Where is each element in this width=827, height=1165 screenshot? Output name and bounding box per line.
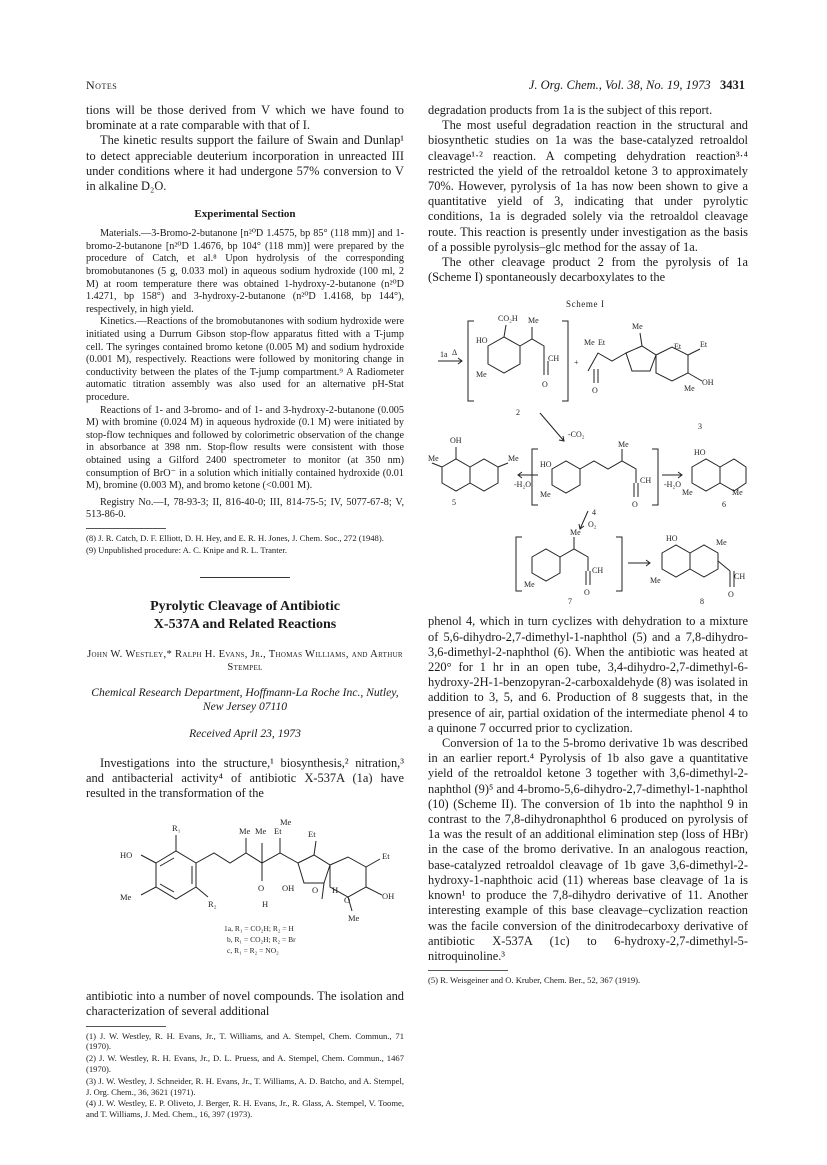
scheme-label-me: Me xyxy=(524,580,535,590)
scheme-title: Scheme I xyxy=(566,299,605,310)
scheme-label-me: Me xyxy=(682,488,693,498)
struct-label-h: H xyxy=(262,899,269,910)
scheme-label-ho: HO xyxy=(666,534,678,544)
structure-1-figure xyxy=(86,803,404,983)
received-date: Received April 23, 1973 xyxy=(189,727,301,741)
scheme-label-o2: O₂ xyxy=(588,520,597,530)
struct-label-et: Et xyxy=(308,829,316,840)
scheme-label-6: 6 xyxy=(722,500,726,510)
struct-label-me: Me xyxy=(348,913,360,924)
scheme-label-me: Me xyxy=(732,488,743,498)
scheme-label-co2: -CO₂ xyxy=(568,430,585,440)
struct-label-o: O xyxy=(258,883,265,894)
scheme-label-me: Me xyxy=(584,338,595,348)
scheme-label-delta: Δ xyxy=(452,348,458,358)
struct-label-o: O xyxy=(344,895,351,906)
struct-label-et: Et xyxy=(382,851,390,862)
scheme-label-me: Me xyxy=(476,370,487,380)
scheme-label-ho: HO xyxy=(540,460,552,470)
struct-label-oh: OH xyxy=(382,891,395,902)
scheme-label-me: Me xyxy=(428,454,439,464)
scheme-label-et: Et xyxy=(700,340,708,350)
scheme-label-me: Me xyxy=(618,440,629,450)
struct-legend-b: b, R₁ = CO₂H; R₂ = Br xyxy=(227,935,296,945)
scheme-label-3: 3 xyxy=(698,422,702,432)
scheme-label-2: 2 xyxy=(516,408,520,418)
scheme-label-4: 4 xyxy=(592,508,596,518)
struct-label-me: Me xyxy=(255,826,267,837)
scheme-label-ch: CH xyxy=(548,354,560,364)
scheme-1-drawing xyxy=(428,291,748,606)
struct-label-r2: R₂ xyxy=(208,899,217,910)
scheme-label-oh: OH xyxy=(702,378,714,388)
scheme-1-figure xyxy=(428,291,748,606)
paragraph: antibiotic into a number of novel compounds. The isolation and characterization of several additional xyxy=(86,989,404,1019)
scheme-label-5: 5 xyxy=(452,498,456,508)
scheme-label-h2o: -H₂O xyxy=(664,480,682,490)
scheme-label-oh: OH xyxy=(450,436,462,446)
footnote-divider xyxy=(86,1026,166,1027)
footnote-divider xyxy=(86,528,166,529)
scheme-label-co2h: CO₂H xyxy=(498,314,518,324)
scheme-label-me: Me xyxy=(570,528,581,538)
experimental-reactions: Reactions of 1- and 3-bromo- and of 1- and 3-hydroxy-2-butanone (0.005 M) with bromine (0.024 M) in aqueous hydroxide (0.1 M) were initiated by stop-flow techniques and followed by colorimetric observation of the change in absorbance at 398 nm. Stop-flow results were consistent with those obtained using a Gilford 2400 spectrometer to monitor (at 350 nm) consumption of BrO⁻ in a solution which initially contained hydroxide (0.01 M), bromine (0.003 M), and bromo ketone (<0.001 M). xyxy=(86,404,404,492)
struct-label-h: H xyxy=(332,885,339,896)
paragraph: phenol 4, which in turn cyclizes with dehydration to a mixture of 5,6-dihydro-2,7-dimethyl-1-naphthol (5) and a 7,8-dihydro-3,6-dimethyl-2-naphthol (6). When the antibiotic was heated at 220° for 1 hr in an open tube, 3,4-dihydro-2,7-dimethyl-6-hydroxy-2H-1-benzopyran-2-carboxaldehyde (8) was isolated in addition to 3, 5, and 6. Production of 8 suggests that, in the presence of air, partial oxidation of the intermediate phenol 4 to a quinone 7 occurred prior to cyclization. xyxy=(428,614,748,735)
footnote: (5) R. Weisgeiner and O. Kruber, Chem. Ber., 52, 367 (1919). xyxy=(428,975,641,986)
paragraph: Conversion of 1a to the 5-bromo derivative 1b was described in an earlier report.⁴ Pyrolysis of 1b also gave a quantitative yield of the retroaldol ketone 3 together with 3,6-dimethyl-2-naphthol (9)⁵ and 4-bromo-5,6-dihydro-2,7-dimethyl-1-naphthol (10) (Scheme II). The conversion of 1b into the naphthol 9 in contrast to the 7,8-dihydronaphthol 6 produced on pyrolysis of 1a was the result of an additional elimination step (loss of HBr) in the case of the bromo derivative. In an analogous reaction, base-catalyzed retroaldol cleavage of 1b gave 3,6-dimethyl-2-hydroxy-1-naphthoic acid (11) whereas base cleavage of 1a is known¹ to produce the 7,8-dihydro derivative of 11. Another interesting example of this base cleavage–cyclization reaction was the facile conversion of the dinitrodecarboxy derivative of antibiotic X-537A (1c) to 6-hydroxy-2,7-dimethyl-5-nitroquinoline.³ xyxy=(428,736,748,963)
footnote: (8) J. R. Catch, D. F. Elliott, D. H. Hey, and E. R. H. Jones, J. Chem. Soc., 272 (1948). xyxy=(86,532,384,543)
page-number: 3431 xyxy=(720,78,745,92)
footnote: (2) J. W. Westley, R. H. Evans, Jr., D. L. Pruess, and A. Stempel, Chem. Commun., 1467 (1970). xyxy=(86,1053,404,1075)
scheme-label-1a: 1a xyxy=(440,350,448,360)
scheme-label-me: Me xyxy=(528,316,539,326)
scheme-label-7: 7 xyxy=(568,597,572,607)
running-head-journal xyxy=(529,78,745,93)
scheme-label-o: O xyxy=(632,500,638,510)
paragraph: tions will be those derived from V which we have found to brominate at a rate comparable with that of I. xyxy=(86,103,404,133)
registry-numbers: Registry No.—I, 78-93-3; II, 816-40-0; III, 814-75-5; IV, 5077-67-8; V, 513-86-0. xyxy=(86,496,404,521)
footnote: (9) Unpublished procedure: A. C. Knipe and R. L. Tranter. xyxy=(86,544,287,555)
scheme-label-o: O xyxy=(728,590,734,600)
scheme-label-ch: CH xyxy=(592,566,604,576)
struct-label-me: Me xyxy=(120,892,132,903)
scheme-label-et: Et xyxy=(674,342,682,352)
affiliation: Chemical Research Department, Hoffmann-La Roche Inc., Nutley, New Jersey 07110 xyxy=(91,686,399,714)
scheme-label-h2o: -H₂O xyxy=(514,480,532,490)
article-title: Pyrolytic Cleavage of Antibiotic xyxy=(150,599,340,615)
struct-label-me: Me xyxy=(239,826,251,837)
scheme-label-8: 8 xyxy=(700,597,704,607)
left-column xyxy=(86,103,404,1121)
section-heading: Experimental Section xyxy=(194,208,296,221)
scheme-label-o: O xyxy=(592,386,598,396)
footnote: (4) J. W. Westley, E. P. Oliveto, J. Berger, R. H. Evans, Jr., R. Glass, A. Stempel, V. Toome, and T. Williams, J. Med. Chem., 16, 397 (1973). xyxy=(86,1098,404,1120)
journal-citation: J. Org. Chem., Vol. 38, No. 19, 1973 xyxy=(528,78,711,92)
footnote: (3) J. W. Westley, J. Schneider, R. H. Evans, Jr., T. Williams, A. D. Batcho, and A. Stempel, J. Org. Chem., 36, 3621 (1971). xyxy=(86,1075,404,1097)
scheme-label-me: Me xyxy=(716,538,727,548)
scheme-label-me: Me xyxy=(650,576,661,586)
structure-1-drawing xyxy=(86,803,404,983)
scheme-label-me: Me xyxy=(632,322,643,332)
scheme-label-o: O xyxy=(584,588,590,598)
scheme-label-me: Me xyxy=(508,454,519,464)
scheme-label-ch: CH xyxy=(640,476,652,486)
authors: John W. Westley,* Ralph H. Evans, Jr., Thomas Williams, and Arthur Stempel xyxy=(87,649,403,674)
struct-label-oh: OH xyxy=(282,883,295,894)
article-title-line2: X-537A and Related Reactions xyxy=(153,617,337,633)
footnote: (1) J. W. Westley, R. H. Evans, Jr., T. Williams, and A. Stempel, Chem. Commun., 71 (1970). xyxy=(86,1030,404,1052)
paragraph: degradation products from 1a is the subject of this report. xyxy=(428,103,713,117)
scheme-label-ho: HO xyxy=(694,448,706,458)
struct-label-et: Et xyxy=(274,826,282,837)
scheme-label-et: Et xyxy=(598,338,606,348)
scheme-label-ho: HO xyxy=(476,336,488,346)
struct-label-me: Me xyxy=(280,817,292,828)
paragraph: The most useful degradation reaction in the structural and biosynthetic studies on 1a was the base-catalyzed retroaldol cleavage¹·² reaction. A competing dehydration reaction³·⁴ restricted the yield of the retroaldol ketone 3 to approximately 70%. However, pyrolysis of 1a has now been shown to give a quantitative yield of 3, indicating that under pyrolytic conditions, 1a is degraded solely via the retroaldol cleavage route. This reaction is presently under investigation as the basis of a possible pyrolysis–glc method for the assay of 1a. xyxy=(428,118,748,254)
scheme-label-o: O xyxy=(542,380,548,390)
scheme-label-ch: CH xyxy=(734,572,746,582)
article-divider xyxy=(200,577,290,578)
right-column xyxy=(428,103,748,987)
running-head-section: Notes xyxy=(86,78,118,92)
scheme-label-me: Me xyxy=(540,490,551,500)
experimental-materials: Materials.—3-Bromo-2-butanone [n²⁰D 1.4575, bp 85° (118 mm)] and 1-bromo-2-butanone [n²⁰D 1.4676, bp 104° (118 mm)] were prepared by the procedure of Catch, et al.⁸ Upon hydrolysis of the corresponding bromobutanones (5 g, 0.033 mol) in aqueous sodium hydroxide (100 ml, 2 M) at room temperature there was obtained 1-hydroxy-2-butanone (n²⁰D 1.4271, bp 158°) and 3-hydroxy-2-butanone (n²⁰D 1.4168, bp 144°), respectively, in high yield. xyxy=(86,228,404,315)
struct-legend-c: c, R₁ = R₂ = NO₂ xyxy=(227,946,279,956)
experimental-kinetics: Kinetics.—Reactions of the bromobutanones with sodium hydroxide were initiated using a Durrum Gibson stop-flow apparatus fitted with a T-jump cell. The syringes contained bromo ketone (0.005 M) and sodium hydroxide (0.001 M), respectively. Reactions were followed by monitoring change in conductivity between the plates of the T-jump compartment.⁹ A Radiometer automatic titration assembly was also used for an alternative pH-Stat procedure. xyxy=(86,316,404,403)
struct-label-o: O xyxy=(312,885,319,896)
paragraph: The other cleavage product 2 from the pyrolysis of 1a (Scheme I) spontaneously decarboxylates to the xyxy=(428,255,748,285)
struct-label-r1: R₁ xyxy=(172,823,181,834)
paragraph: Investigations into the structure,¹ biosynthesis,² nitration,³ and antibacterial activity⁴ of antibiotic X-537A (1a) have resulted in the transformation of the xyxy=(86,755,404,801)
paragraph: The kinetic results support the failure of Swain and Dunlap¹ to detect appreciable deuterium incorporation in unreacted III under conditions where it had undergone 57% conversion to V in alkaline D₂O. xyxy=(86,133,404,194)
struct-legend-a: 1a, R₁ = CO₂H; R₂ = H xyxy=(224,924,294,934)
footnote-divider xyxy=(428,970,508,971)
scheme-label-plus: + xyxy=(574,358,579,368)
scheme-label-me: Me xyxy=(684,384,695,394)
struct-label-ho: HO xyxy=(120,850,133,861)
